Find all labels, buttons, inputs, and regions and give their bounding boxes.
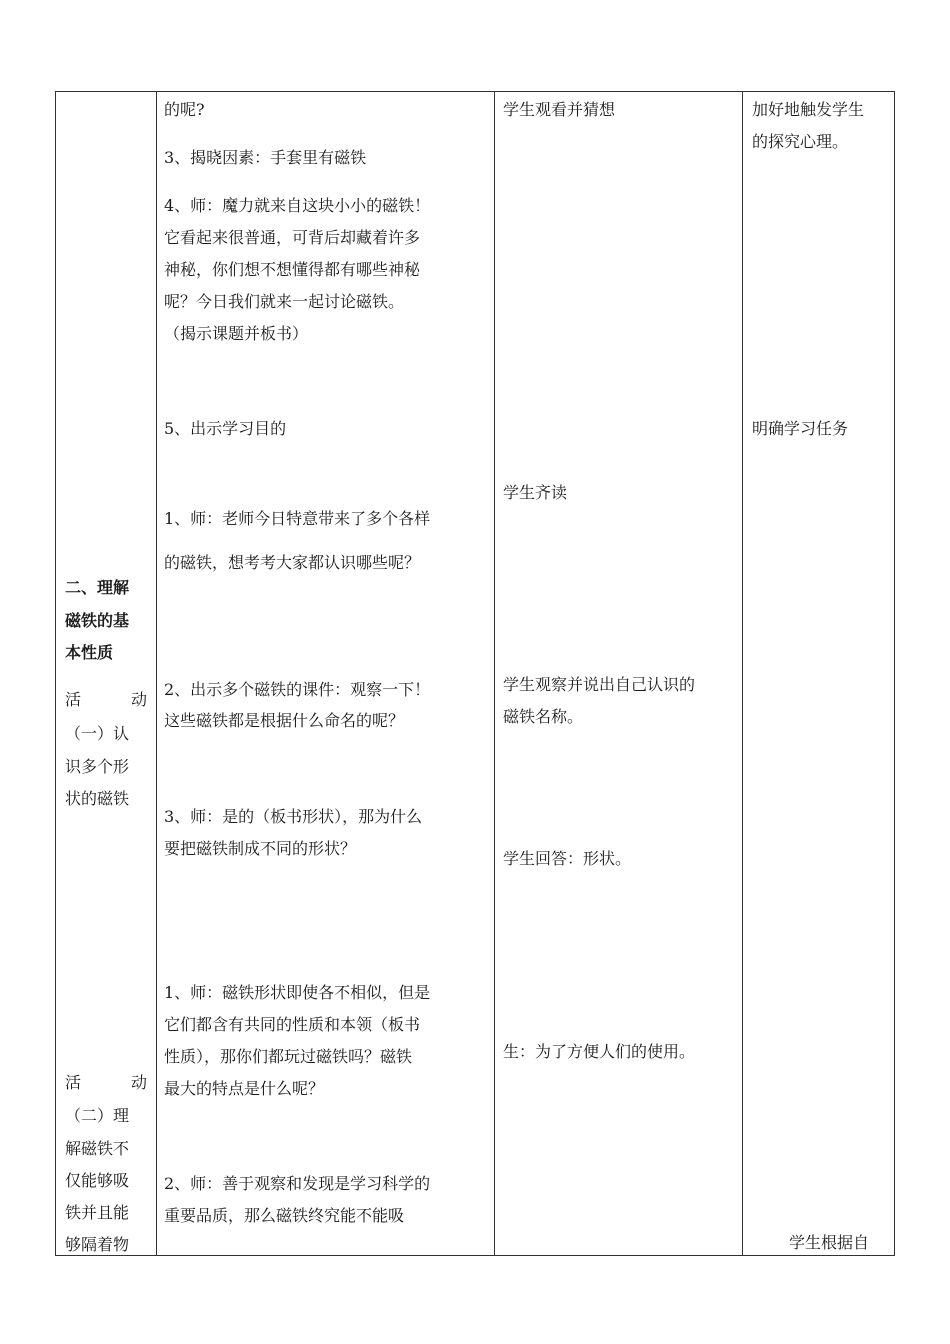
activity-title-line: （一）认 xyxy=(65,724,130,743)
section-title-line: 二、理解 xyxy=(65,578,130,597)
activity-title-line: （二）理 xyxy=(65,1106,130,1125)
text-line: 的磁铁，想考考大家都认识哪些呢？ xyxy=(164,553,421,572)
text-line: 它们都含有共同的性质和本领（板书 xyxy=(164,1015,421,1034)
text-line: 这些磁铁都是根据什么命名的呢？ xyxy=(164,711,405,730)
text-line: 磁铁名称。 xyxy=(503,707,584,726)
section-title-line: 本性质 xyxy=(65,643,114,662)
text-line: 学生观察并说出自己认识的 xyxy=(503,675,696,694)
text-line: 学生齐读 xyxy=(503,483,568,502)
text-line: 的呢? xyxy=(164,100,205,119)
text-line: 1、师：磁铁形状即使各不相似，但是 xyxy=(164,983,431,1002)
text-line: 的探究心理。 xyxy=(752,132,849,151)
text-line: 明确学习任务 xyxy=(752,419,849,438)
activity-title-line: 状的磁铁 xyxy=(65,789,130,808)
text-line: 5、出示学习目的 xyxy=(164,419,287,438)
activity-title-line: 铁并且能 xyxy=(65,1203,130,1222)
text-line: 它看起来很普通，可背后却藏着许多 xyxy=(164,228,421,247)
activity-title-line: 识多个形 xyxy=(65,757,130,776)
text-line: 2、师：善于观察和发现是学习科学的 xyxy=(164,1174,431,1193)
text-line: 3、师：是的（板书形状），那为什么 xyxy=(164,807,423,826)
text-line: 生：为了方便人们的使用。 xyxy=(503,1042,696,1061)
text-line: 学生回答：形状。 xyxy=(503,849,632,868)
activity-title-line: 活 动 xyxy=(65,1073,147,1092)
text-line: 加好地触发学生 xyxy=(752,100,865,119)
text-line: 学生观看并猜想 xyxy=(503,100,616,119)
column-divider xyxy=(742,92,743,1255)
text-line: 性质），那你们都玩过磁铁吗？磁铁 xyxy=(164,1047,413,1066)
section-title-line: 磁铁的基 xyxy=(65,611,130,630)
activity-title-line: 够隔着物 xyxy=(65,1235,130,1254)
activity-title-line: 仅能够吸 xyxy=(65,1171,130,1190)
column-divider xyxy=(494,92,495,1255)
text-line: 神秘，你们想不想懂得都有哪些神秘 xyxy=(164,260,421,279)
activity-title-line: 解磁铁不 xyxy=(65,1139,130,1158)
text-line: 3、揭晓因素：手套里有磁铁 xyxy=(164,148,367,167)
text-line: 1、师：老师今日特意带来了多个各样 xyxy=(164,509,431,528)
activity-title-line: 活 动 xyxy=(65,690,147,709)
text-line: 呢？今日我们就来一起讨论磁铁。 xyxy=(164,292,405,311)
text-line: （揭示课题并板书） xyxy=(164,324,309,343)
text-line: 最大的特点是什么呢？ xyxy=(164,1079,325,1098)
text-line: 4、师：魔力就来自这块小小的磁铁！ xyxy=(164,196,431,215)
text-line: 重要品质，那么磁铁终究能不能吸 xyxy=(164,1206,405,1225)
column-divider xyxy=(156,92,157,1255)
text-line: 2、出示多个磁铁的课件：观察一下！ xyxy=(164,680,431,699)
text-line: 学生根据自 xyxy=(789,1233,870,1252)
text-line: 要把磁铁制成不同的形状？ xyxy=(164,839,357,858)
